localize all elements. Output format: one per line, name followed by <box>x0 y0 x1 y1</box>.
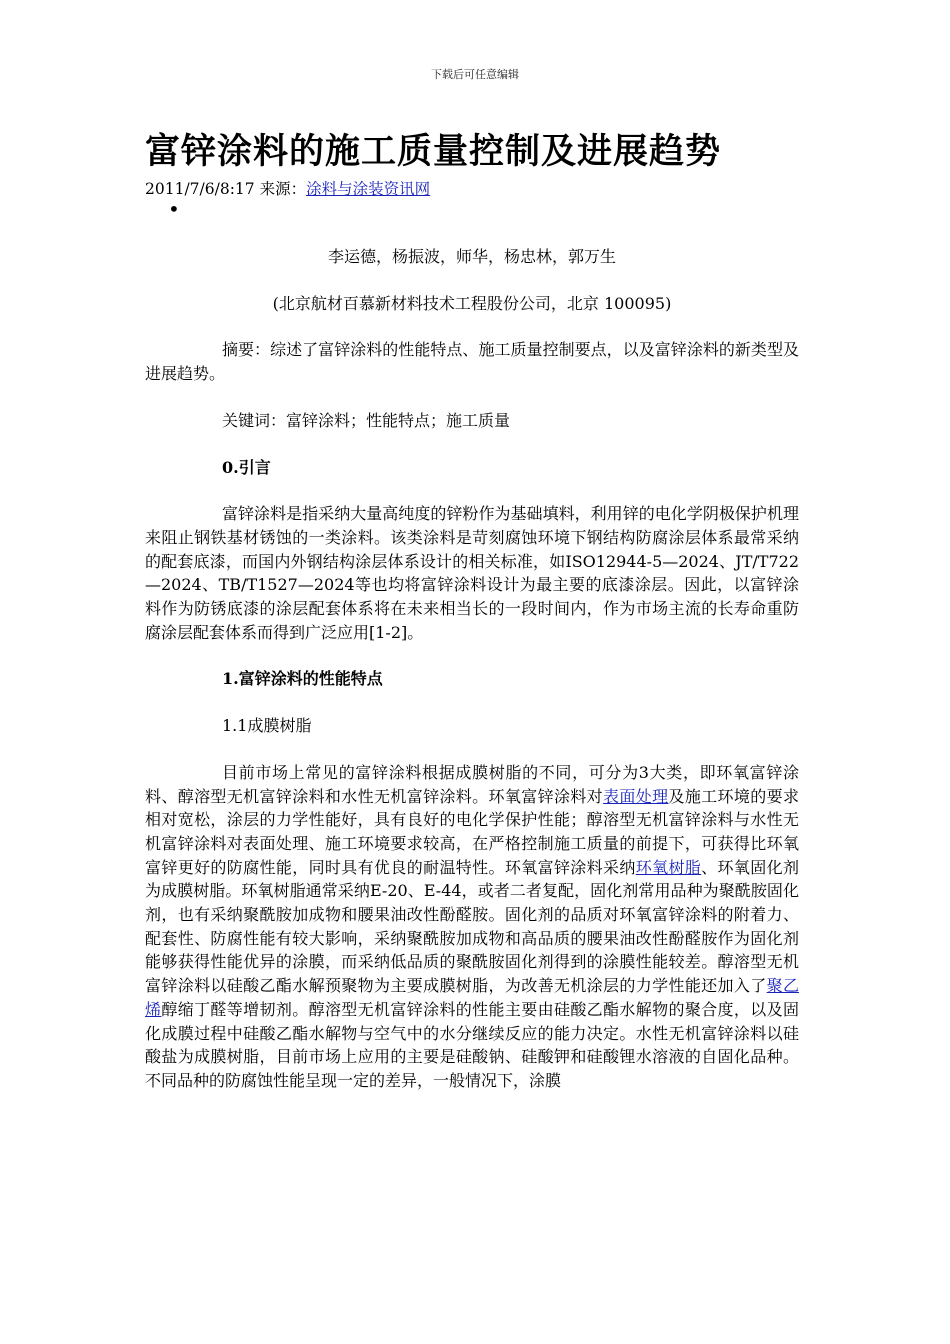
link-polyethylene[interactable]: 聚乙烯 <box>145 976 799 1019</box>
link-surface-treatment[interactable]: 表面处理 <box>603 786 669 806</box>
page-header-note: 下载后可任意编辑 <box>431 68 519 81</box>
date-source-label: 2011/7/6/8:17 来源： <box>145 180 307 198</box>
resin-text-3: 、环氧固化剂为成膜树脂。环氧树脂通常采纳E-20、E-44，或者二者复配，固化剂常用品种为聚酰胺固化剂，也有采纳聚酰胺加成物和腰果油改性酚醛胺。固化剂的品质对环氧富锌涂料的附着力、配套性、防腐性能有较大影响，采纳聚酰胺加成物和高品质的腰果油改性酚醛胺作为固化剂能够获得性能优异的涂膜，而采纳低品质的聚酰胺固化剂得到的涂膜性能较差。醇溶型无机富锌涂料以硅酸乙酯水解预聚物为主要成膜树脂，为改善无机涂层的力学性能还加入了 <box>145 857 799 996</box>
source-link[interactable]: 涂料与涂装资讯网 <box>306 180 431 198</box>
article-title: 富锌涂料的施工质量控制及进展趋势 <box>145 131 722 172</box>
keywords: 关键词：富锌涂料；性能特点；施工质量 <box>222 410 511 430</box>
resin-paragraph <box>145 761 799 1093</box>
article-body <box>145 245 799 1093</box>
introduction-paragraph: 富锌涂料是指采纳大量高纯度的锌粉作为基础填料，利用锌的电化学阴极保护机理来阻止钢铁基材锈蚀的一类涂料。该类涂料是苛刻腐蚀环境下钢结构防腐涂层体系最常采纳的配套底漆，而国内外钢结构涂层体系设计的相关标准，如ISO12944-5—2024、JT/T722—2024、TB/T1527—2024等也均将富锌涂料设计为最主要的底漆涂层。因此，以富锌涂料作为防锈底漆的涂层配套体系将在未来相当长的一段时间内，作为市场主流的长寿命重防腐涂层配套体系而得到广泛应用[1-2]。 <box>145 504 799 642</box>
resin-text-4: 醇缩丁醛等增韧剂。醇溶型无机富锌涂料的性能主要由硅酸乙酯水解物的聚合度，以及固化成膜过程中硅酸乙酯水解物与空气中的水分继续反应的能力决定。水性无机富锌涂料以硅酸盐为成膜树脂，目前市场上应用的主要是硅酸钠、硅酸钾和硅酸锂水溶液的自固化品种。不同品种的防腐蚀性能呈现一定的差异，一般情况下，涂膜 <box>145 999 799 1090</box>
resin-text-1: 目前市场上常见的富锌涂料根据成膜树脂的不同，可分为3大类，即环氧富锌涂料、醇溶型无机富锌涂料和水性无机富锌涂料。环氧富锌涂料对 <box>145 762 799 806</box>
resin-text-2: 及施工环境的要求相对宽松，涂层的力学性能好，具有良好的电化学保护性能；醇溶型无机富锌涂料与水性无机富锌涂料对表面处理、施工环境要求较高，在严格控制施工质量的前提下，可获得比环氧富锌更好的防腐性能，同时具有优良的耐温特性。环氧富锌涂料采纳 <box>145 786 799 877</box>
abstract: 摘要：综述了富锌涂料的性能特点、施工质量控制要点，以及富锌涂料的新类型及进展趋势。 <box>145 340 799 384</box>
link-epoxy-resin[interactable]: 环氧树脂 <box>635 857 702 877</box>
bullet-point: • <box>168 197 180 221</box>
subsection-heading-resin: 1.1成膜树脂 <box>222 716 312 736</box>
article-meta <box>145 177 430 199</box>
affiliation: (北京航材百慕新材料技术工程股份公司，北京 100095) <box>272 293 672 313</box>
authors: 李运德，杨振波，师华，杨忠林，郭万生 <box>327 247 616 266</box>
section-heading-performance: 1.富锌涂料的性能特点 <box>222 669 383 689</box>
section-heading-introduction: 0.引言 <box>222 457 271 477</box>
